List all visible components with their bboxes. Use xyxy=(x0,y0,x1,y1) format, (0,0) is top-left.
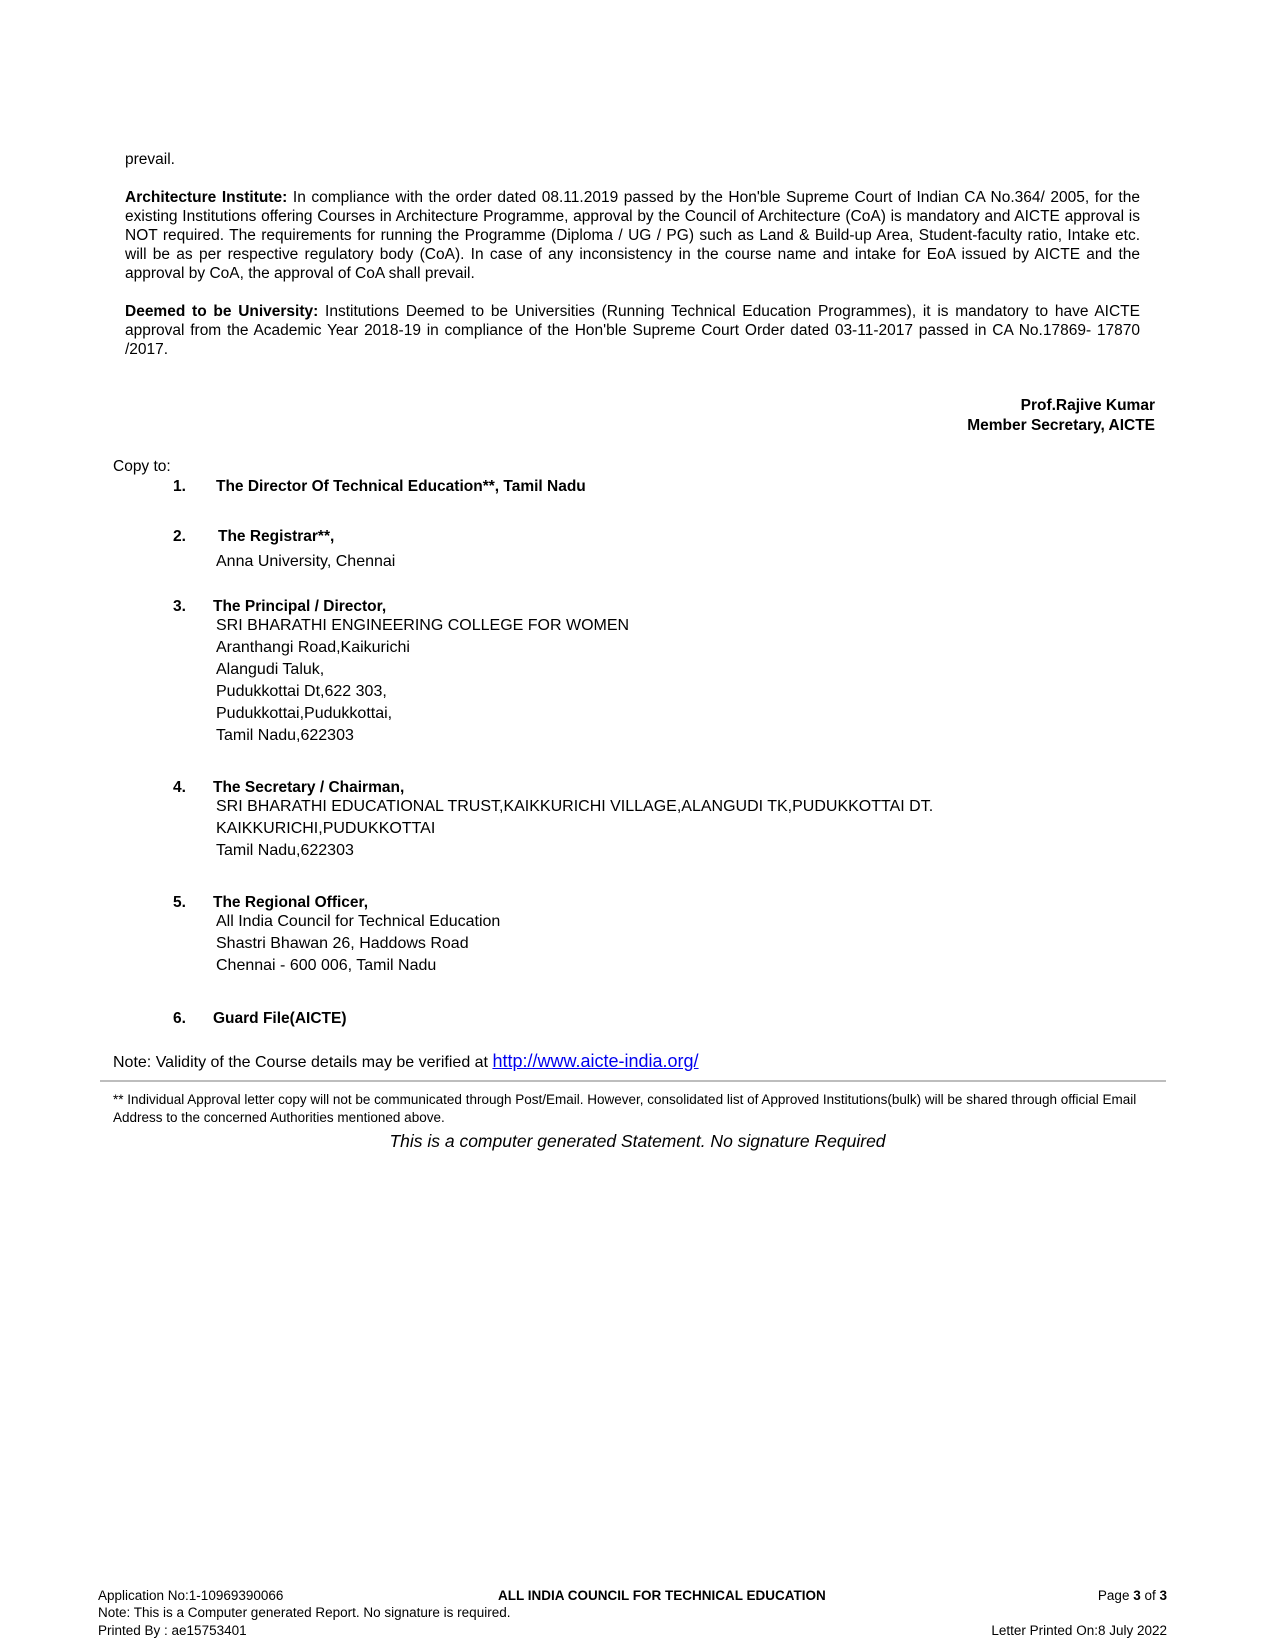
signatory-designation: Member Secretary, AICTE xyxy=(967,417,1155,434)
divider xyxy=(100,1080,1166,1082)
address-line: Tamil Nadu,622303 xyxy=(216,727,354,744)
copy-item-title: The Principal / Director, xyxy=(213,598,387,615)
copy-item-number: 4. xyxy=(173,779,186,796)
footer-printed-by: Printed By : ae15753401 xyxy=(98,1623,247,1638)
address-line: All India Council for Technical Education xyxy=(216,913,501,930)
address-line: SRI BHARATHI EDUCATIONAL TRUST,KAIKKURICHI VILLAGE,ALANGUDI TK,PUDUKKOTTAI DT. xyxy=(216,798,934,815)
copy-item-number: 5. xyxy=(173,894,186,911)
address-line: Tamil Nadu,622303 xyxy=(216,842,354,859)
deemed-paragraph xyxy=(125,302,1140,359)
copy-item-title: Guard File(AICTE) xyxy=(213,1010,347,1027)
footer-printed-on: Letter Printed On:8 July 2022 xyxy=(991,1623,1167,1638)
bulk-approval-footnote: ** Individual Approval letter copy will not be communicated through Post/Email. However, consolidated list of Approved Institutions(bulk) will be shared through official Email Address to the concerned Authorities mentioned above. xyxy=(113,1092,1137,1125)
copy-item-title: The Secretary / Chairman, xyxy=(213,779,405,796)
page-prefix: Page xyxy=(1097,1588,1134,1603)
page-total: 3 xyxy=(1159,1588,1167,1603)
copy-item-address xyxy=(216,796,933,862)
copy-item-title: The Registrar**, xyxy=(218,528,335,545)
deemed-text: Institutions Deemed to be Universities (Running Technical Education Programmes), it is mandatory to have AICTE approval from the Academic Year 2018-19 in compliance of the Hon'ble Supreme Court Order dated 03-11-2017 passed in CA No.17869- 17870 /2017. xyxy=(125,303,1140,358)
footer-page-number xyxy=(1098,1587,1167,1604)
validity-note-text: Note: Validity of the Course details may be verified at xyxy=(113,1054,493,1071)
footer-organization: ALL INDIA COUNCIL FOR TECHNICAL EDUCATION xyxy=(498,1588,826,1603)
address-line: Chennai - 600 006, Tamil Nadu xyxy=(216,957,437,974)
copy-item-number: 2. xyxy=(173,528,186,545)
copy-item-address xyxy=(216,911,500,977)
deemed-heading: Deemed to be University: xyxy=(125,303,319,320)
address-line: Pudukkottai,Pudukkottai, xyxy=(216,705,393,722)
copy-to-label: Copy to: xyxy=(113,458,171,475)
aicte-website-link[interactable]: http://www.aicte-india.org/ xyxy=(492,1051,699,1071)
computer-generated-statement: This is a computer generated Statement. No signature Required xyxy=(389,1131,886,1151)
page-of: of xyxy=(1140,1588,1160,1603)
footer-application-number: Application No:1-10969390066 xyxy=(98,1588,284,1603)
intro-tail: prevail. xyxy=(125,151,175,168)
address-line: Shastri Bhawan 26, Haddows Road xyxy=(216,935,469,952)
architecture-paragraph xyxy=(125,188,1140,283)
address-line: Aranthangi Road,Kaikurichi xyxy=(216,639,410,656)
architecture-text: In compliance with the order dated 08.11.2019 passed by the Hon'ble Supreme Court of Indian CA No.364/ 2005, for the existing Institutions offering Courses in Architecture Programme, approval by the Council of Architecture (CoA) is mandatory and AICTE approval is NOT required. The requirements for running the Programme (Diploma / UG / PG) such as Land & Build-up Area, Student-faculty ratio, Intake etc. will be as per respective regulatory body (CoA). In case of any inconsistency in the course name and intake for EoA issued by AICTE and the approval by CoA, the approval of CoA shall prevail. xyxy=(125,189,1140,282)
copy-item-number: 3. xyxy=(173,598,186,615)
address-line: KAIKKURICHI,PUDUKKOTTAI xyxy=(216,820,436,837)
copy-item-title: The Director Of Technical Education**, Tamil Nadu xyxy=(216,478,586,495)
address-line: SRI BHARATHI ENGINEERING COLLEGE FOR WOMEN xyxy=(216,617,630,634)
footer-note: Note: This is a Computer generated Report. No signature is required. xyxy=(98,1605,511,1620)
copy-item-number: 1. xyxy=(173,478,186,495)
address-line: Alangudi Taluk, xyxy=(216,661,325,678)
architecture-heading: Architecture Institute: xyxy=(125,189,288,206)
copy-item-number: 6. xyxy=(173,1010,186,1027)
validity-note xyxy=(113,1051,699,1072)
address-line: Pudukkottai Dt,622 303, xyxy=(216,683,387,700)
copy-item-address xyxy=(216,551,395,573)
page-current: 3 xyxy=(1133,1588,1141,1603)
copy-item-title: The Regional Officer, xyxy=(213,894,369,911)
signatory-name: Prof.Rajive Kumar xyxy=(1020,397,1155,414)
copy-item-address xyxy=(216,615,629,747)
address-line: Anna University, Chennai xyxy=(216,553,396,570)
